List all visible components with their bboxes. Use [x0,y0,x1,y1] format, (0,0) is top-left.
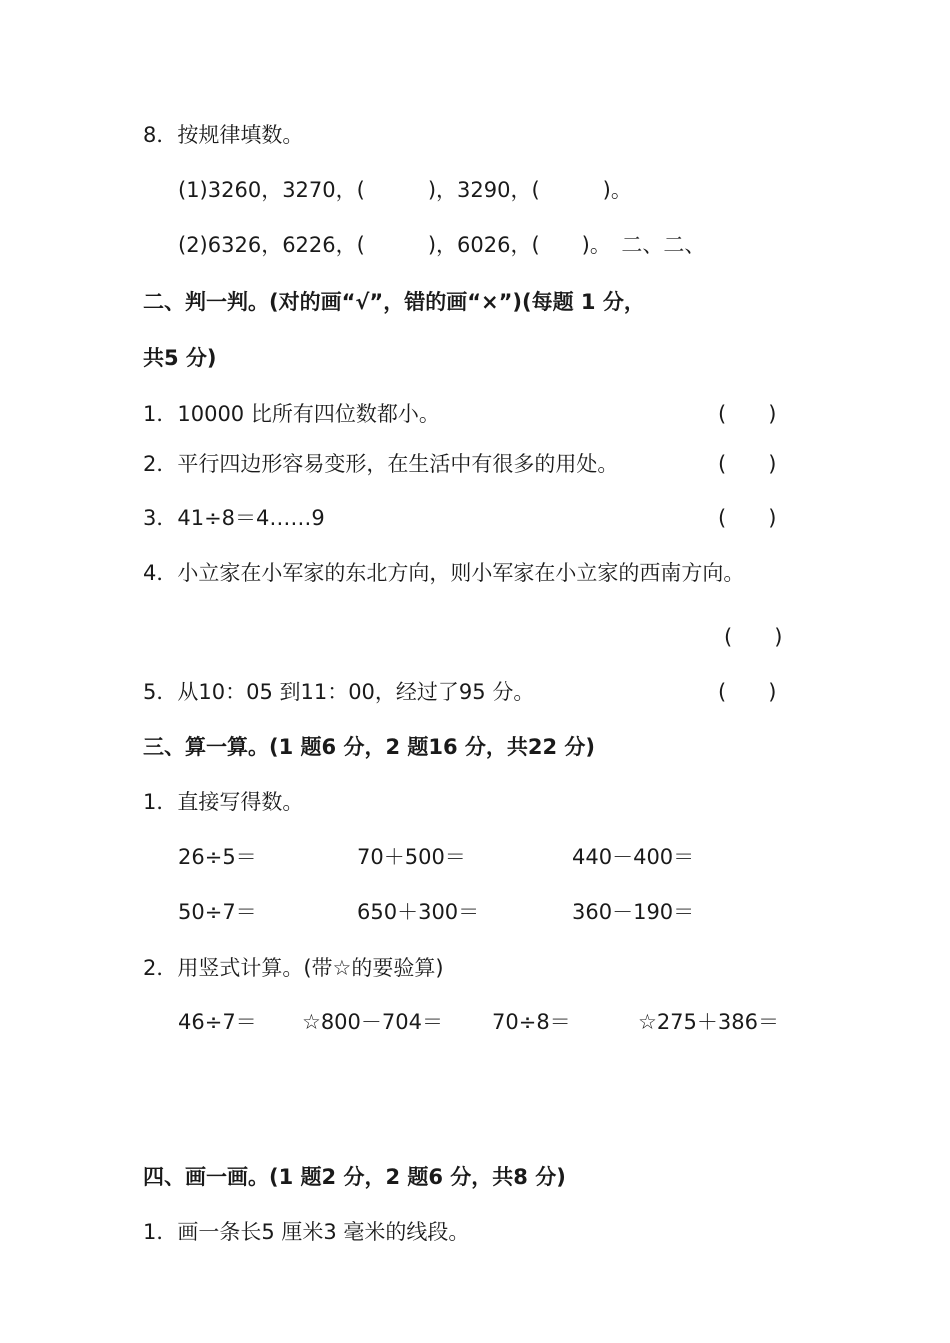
calc-2-3: 360－190＝ [572,900,695,924]
answer-paren-5[interactable]: ( ) [718,680,777,704]
vertical-calc-1: 46÷7＝ [178,1010,257,1034]
judge-item-4: 4．小立家在小军家的东北方向，则小军家在小立家的西南方向。 [143,561,745,585]
section-3-sub-2: 2．用竖式计算。(带☆的要验算) [143,956,444,980]
answer-paren-2[interactable]: ( ) [718,452,777,476]
vertical-calc-4: ☆275＋386＝ [638,1010,779,1034]
judge-item-3: 3．41÷8＝4……9 [143,506,325,530]
answer-paren-4[interactable]: ( ) [724,625,783,649]
q8-line-2: (2)6326，6226，( )，6026，( )。 二、二、 [178,233,706,257]
calc-2-1: 50÷7＝ [178,900,257,924]
vertical-calc-3: 70÷8＝ [492,1010,571,1034]
section-2-heading: 二、判一判。(对的画“√”，错的画“×”)(每题 1 分， [143,290,645,314]
calc-1-3: 440－400＝ [572,845,695,869]
section-4-heading: 四、画一画。(1 题2 分，2 题6 分，共8 分) [143,1165,566,1189]
calc-2-2: 650＋300＝ [357,900,480,924]
judge-item-1: 1．10000 比所有四位数都小。 [143,402,440,426]
calc-1-1: 26÷5＝ [178,845,257,869]
section-3-sub-1: 1．直接写得数。 [143,790,304,814]
judge-item-2: 2．平行四边形容易变形，在生活中有很多的用处。 [143,452,619,476]
section-3-heading: 三、算一算。(1 题6 分，2 题16 分，共22 分) [143,735,596,759]
answer-paren-3[interactable]: ( ) [718,506,777,530]
calc-1-2: 70＋500＝ [357,845,466,869]
judge-item-5: 5．从10：05 到11：00，经过了95 分。 [143,680,535,704]
q8-line-1: (1)3260，3270，( )，3290，( )。 [178,178,632,202]
q8-title: 8．按规律填数。 [143,123,304,147]
section-4-sub-1: 1．画一条长5 厘米3 毫米的线段。 [143,1220,470,1244]
section-2-heading-cont: 共5 分) [143,346,217,370]
vertical-calc-2: ☆800－704＝ [302,1010,443,1034]
answer-paren-1[interactable]: ( ) [718,402,777,426]
